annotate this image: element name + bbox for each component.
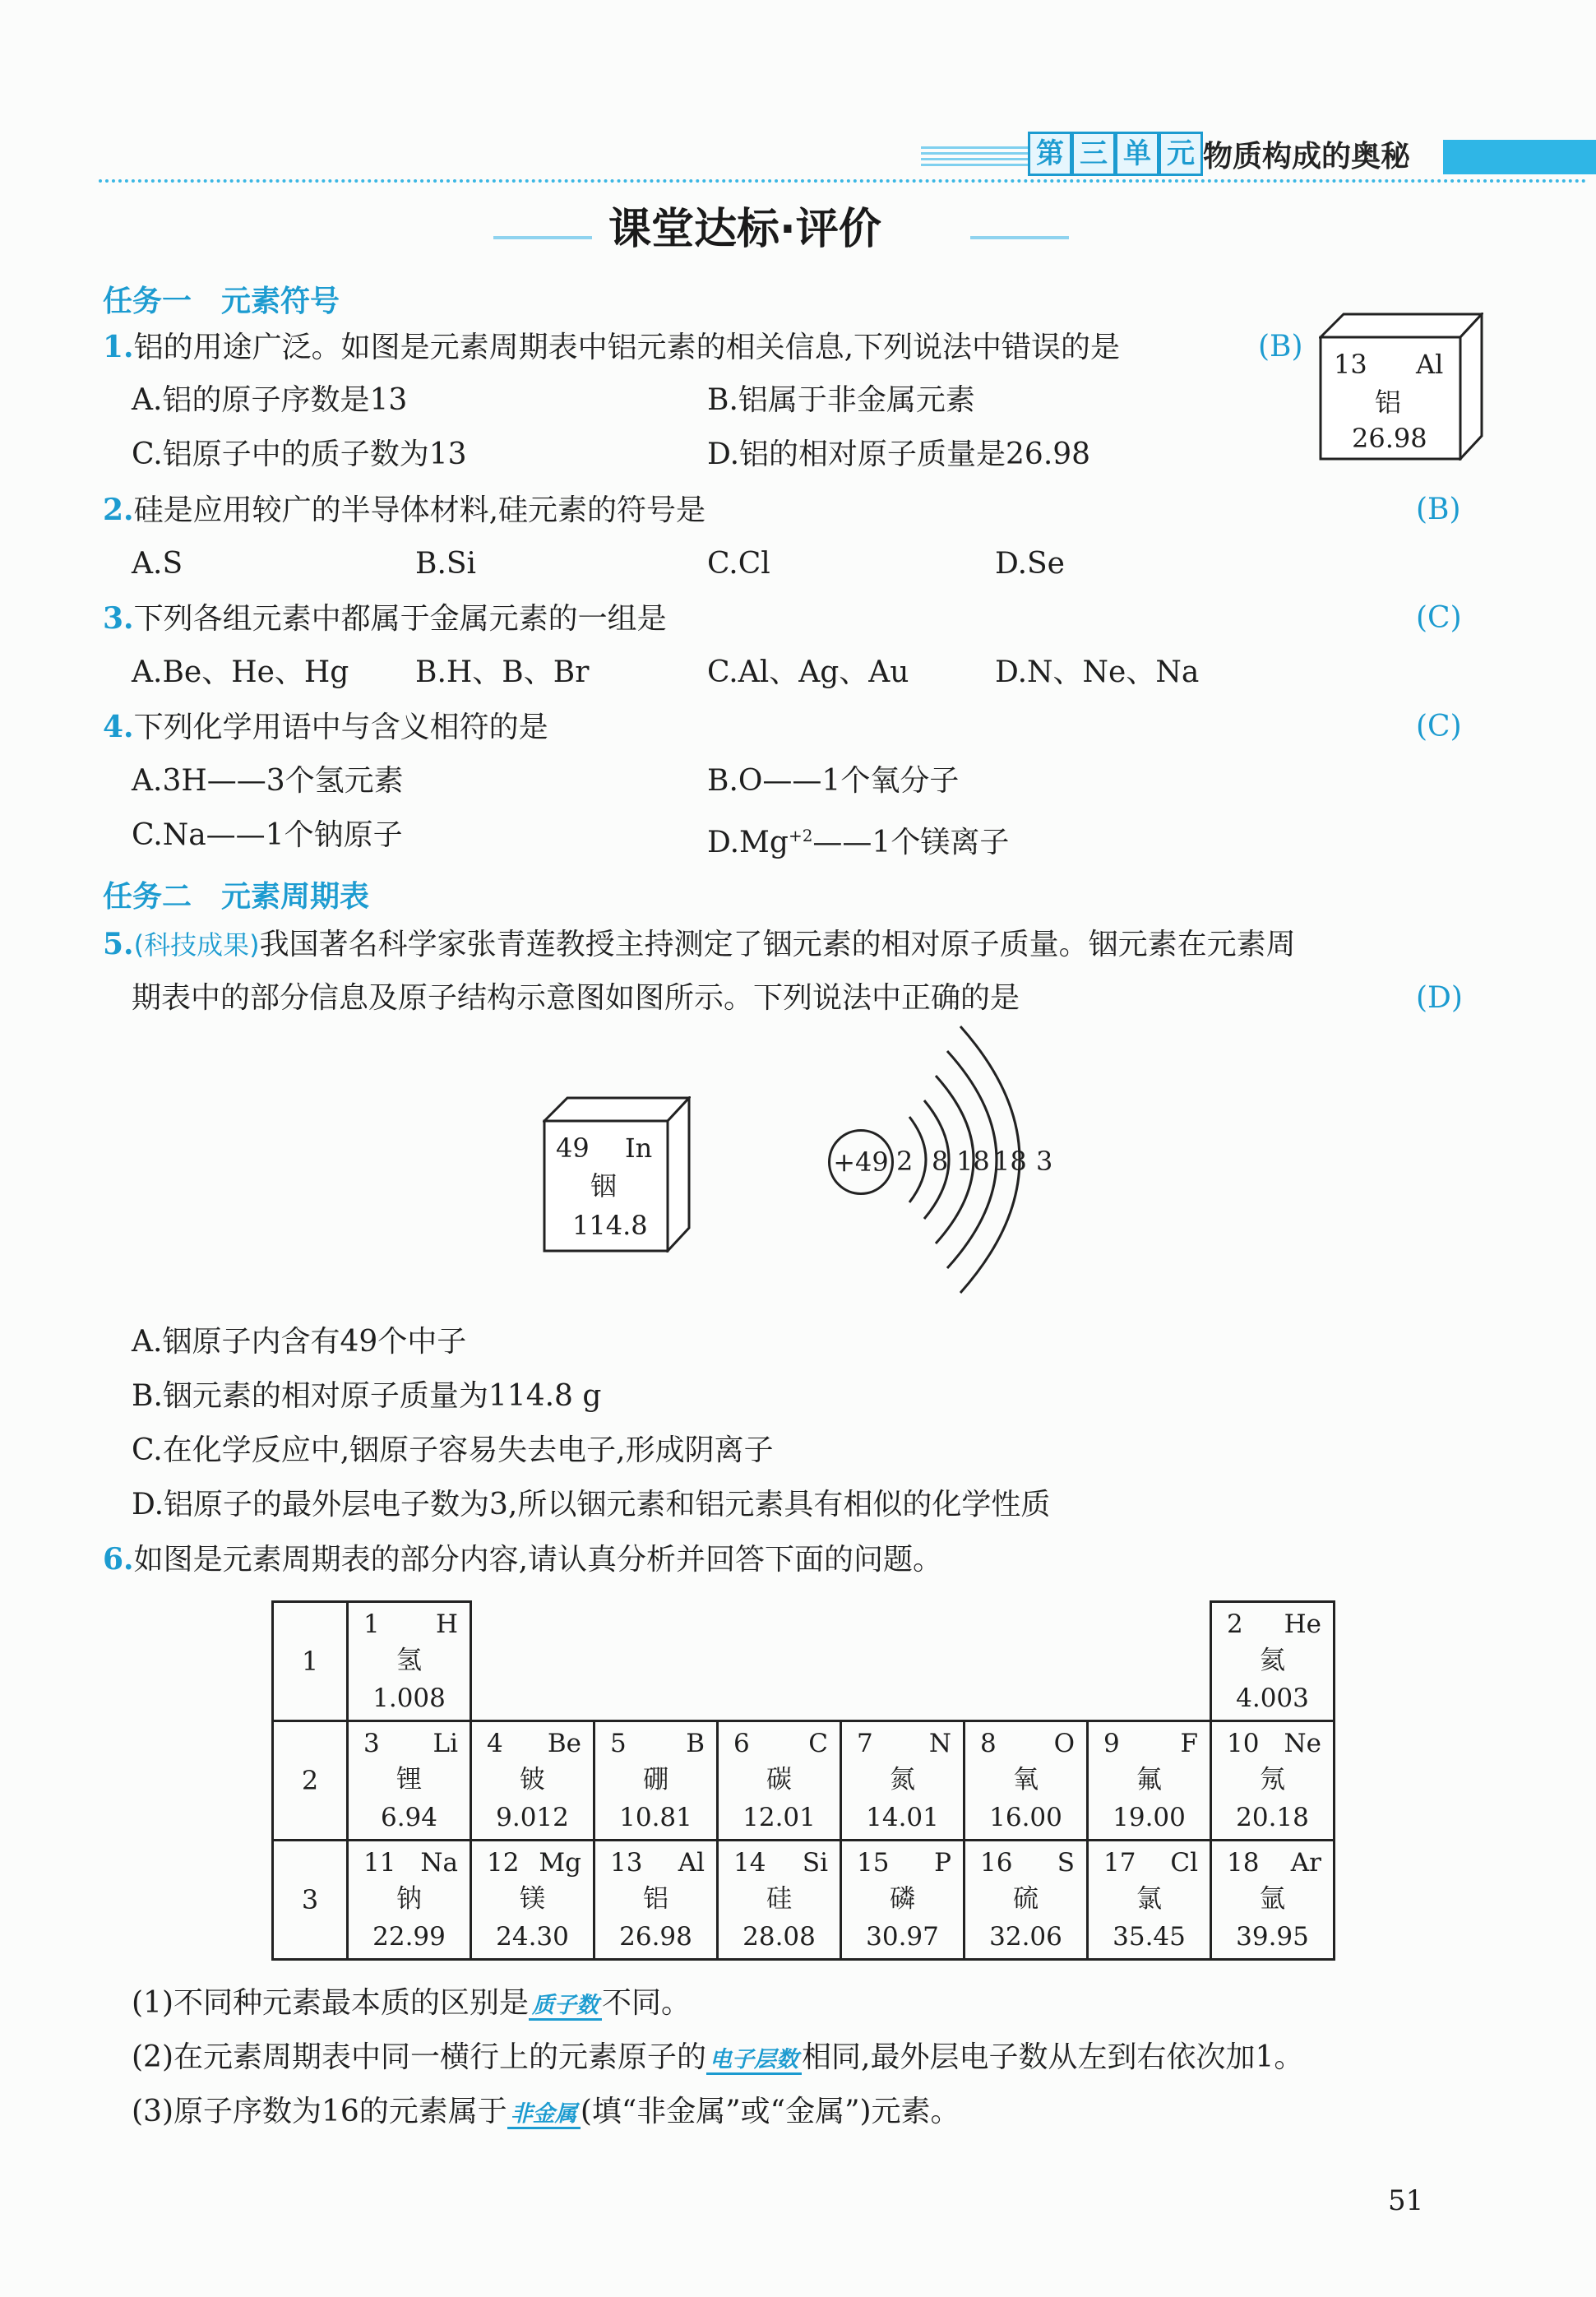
element-symbol: Mg (539, 1848, 581, 1878)
element-cell (348, 1602, 471, 1721)
element-name: 氩 (1260, 1884, 1285, 1914)
element-name: 硅 (766, 1884, 792, 1914)
element-name: 镁 (520, 1884, 545, 1914)
option: B.H、B、Br (415, 655, 590, 689)
question-number: 6. (103, 1542, 134, 1577)
element-name: 硫 (1013, 1884, 1039, 1914)
element-cell (1211, 1602, 1335, 1721)
element-symbol: B (686, 1729, 705, 1758)
title-ornament-left (493, 236, 592, 239)
element-name: 铟 (590, 1170, 618, 1202)
element-cell (348, 1721, 471, 1841)
atomic-mass: 6.94 (380, 1803, 438, 1832)
element-name: 磷 (890, 1884, 915, 1914)
sub-question-text: 不同。 (602, 1986, 692, 2020)
shell-electrons: 8 (932, 1146, 949, 1177)
option: A.3H——3个氢元素 (132, 764, 404, 798)
question-6 (103, 1543, 942, 1577)
header-bar (1443, 140, 1596, 174)
question-stem: 下列化学用语中与含义相符的是 (133, 711, 548, 744)
answer-fill: 非金属 (507, 2101, 581, 2129)
atomic-mass: 30.97 (866, 1922, 939, 1952)
shell-electrons: 3 (1036, 1146, 1053, 1177)
atomic-mass: 16.00 (989, 1803, 1062, 1832)
element-number: 13 (1334, 349, 1367, 380)
option: A.S (132, 547, 183, 581)
period-row (273, 1602, 1335, 1721)
atomic-mass: 20.18 (1236, 1803, 1309, 1832)
atomic-number: 1 (363, 1609, 380, 1639)
sub-question-text: (填“非金属”或“金属”)元素。 (580, 2095, 960, 2128)
question-1 (103, 331, 1120, 364)
element-cell (471, 1841, 594, 1960)
element-symbol: Li (433, 1729, 458, 1758)
atomic-mass: 1.008 (372, 1683, 446, 1713)
option: C.Cl (707, 547, 770, 581)
element-name: 氯 (1136, 1884, 1162, 1914)
atomic-mass: 12.01 (742, 1803, 816, 1832)
option: D.Se (995, 547, 1065, 581)
question-number: 5. (103, 927, 134, 961)
unit-char: 元 (1159, 132, 1203, 176)
answer-fill: 电子层数 (706, 2047, 802, 2075)
sub-question-3 (132, 2096, 960, 2131)
task-heading: 任务二 元素周期表 (103, 880, 370, 914)
atomic-mass: 14.01 (866, 1803, 939, 1832)
section-title: 课堂达标·评价 (608, 205, 881, 254)
period-label: 1 (273, 1602, 348, 1721)
element-symbol: Cl (1170, 1848, 1198, 1878)
shell-electrons: 2 (896, 1146, 914, 1177)
atomic-number: 7 (857, 1729, 873, 1758)
element-symbol: S (1057, 1848, 1075, 1878)
element-name: 碳 (766, 1765, 792, 1795)
atomic-number: 18 (1227, 1848, 1260, 1878)
sub-question-text: (3)原子序数为16的元素属于 (132, 2095, 507, 2128)
question-number: 3. (103, 601, 134, 636)
element-symbol: Ne (1284, 1729, 1321, 1758)
sub-question-text: (1)不同种元素最本质的区别是 (132, 1986, 529, 2020)
element-symbol: Be (547, 1729, 581, 1758)
element-symbol: N (928, 1729, 951, 1758)
atomic-mass: 9.012 (496, 1803, 569, 1832)
element-name: 锂 (396, 1765, 422, 1795)
page-number: 51 (1388, 2184, 1424, 2217)
atomic-number: 5 (610, 1729, 627, 1758)
question-5 (103, 928, 1296, 961)
question-2 (103, 493, 705, 527)
atomic-number: 6 (733, 1729, 750, 1758)
atomic-mass: 19.00 (1113, 1803, 1186, 1832)
question-stem: 我国著名科学家张青莲教授主持测定了铟元素的相对原子质量。铟元素在元素周 (259, 928, 1296, 961)
header-decoration (921, 146, 1028, 166)
element-symbol: Al (678, 1848, 705, 1878)
period-row (273, 1841, 1335, 1960)
period-label: 3 (273, 1841, 348, 1960)
question-number: 1. (103, 330, 134, 364)
answer: (C) (1416, 601, 1462, 635)
option: A.铝的原子序数是13 (132, 383, 408, 417)
question-stem-continued: 期表中的部分信息及原子结构示意图如图所示。下列说法中正确的是 (132, 981, 1020, 1015)
element-cell (965, 1841, 1088, 1960)
element-cell (348, 1841, 471, 1960)
question-3 (103, 602, 667, 636)
element-symbol: In (625, 1132, 653, 1164)
element-name: 铝 (1375, 387, 1402, 418)
element-cell (718, 1721, 841, 1841)
element-name: 铝 (643, 1884, 668, 1914)
atomic-number: 9 (1103, 1729, 1120, 1758)
element-symbol: Al (1416, 349, 1444, 380)
atomic-mass: 10.81 (619, 1803, 692, 1832)
option: B.Si (415, 547, 477, 581)
option: B.铟元素的相对原子质量为114.8 g (132, 1379, 602, 1413)
atomic-number: 3 (363, 1729, 380, 1758)
element-name: 氦 (1260, 1646, 1285, 1675)
period-label: 2 (273, 1721, 348, 1841)
question-stem: 铝的用途广泛。如图是元素周期表中铝元素的相关信息,下列说法中错误的是 (133, 331, 1121, 364)
option: C.Na——1个钠原子 (132, 818, 403, 852)
period-row (273, 1721, 1335, 1841)
answer: (B) (1416, 493, 1461, 526)
element-symbol: O (1053, 1729, 1075, 1758)
element-name: 氖 (1260, 1765, 1285, 1795)
nucleus: +49 (828, 1129, 894, 1195)
atomic-mass: 32.06 (989, 1922, 1062, 1952)
unit-char: 单 (1115, 132, 1159, 176)
atomic-number: 14 (733, 1848, 766, 1878)
element-symbol: Na (420, 1848, 458, 1878)
element-symbol: Si (802, 1848, 828, 1878)
atomic-mass: 28.08 (742, 1922, 816, 1952)
answer-fill: 质子数 (529, 1993, 602, 2021)
atomic-mass: 35.45 (1113, 1922, 1186, 1952)
question-stem: 如图是元素周期表的部分内容,请认真分析并回答下面的问题。 (133, 1543, 943, 1577)
element-cell (841, 1841, 965, 1960)
element-symbol: Ar (1290, 1848, 1321, 1878)
sub-question-text: 相同,最外层电子数从左到右依次加1。 (802, 2040, 1304, 2074)
element-symbol: C (808, 1729, 828, 1758)
atomic-number: 16 (980, 1848, 1013, 1878)
element-name: 氟 (1136, 1765, 1162, 1795)
element-number: 49 (556, 1132, 590, 1164)
option: B.O——1个氧分子 (707, 764, 960, 798)
unit-char: 三 (1071, 132, 1116, 176)
atomic-number: 12 (487, 1848, 520, 1878)
element-mass: 26.98 (1352, 423, 1427, 454)
unit-title: 物质构成的奥秘 (1203, 140, 1411, 174)
option: B.铝属于非金属元素 (707, 383, 975, 417)
atomic-mass: 39.95 (1236, 1922, 1309, 1952)
option: D.N、Ne、Na (995, 655, 1200, 689)
atomic-mass: 26.98 (619, 1922, 692, 1952)
question-number: 2. (103, 493, 134, 527)
atomic-number: 10 (1227, 1729, 1260, 1758)
option: A.铟原子内含有49个中子 (132, 1325, 467, 1359)
answer: (D) (1416, 981, 1463, 1015)
atomic-number: 15 (857, 1848, 890, 1878)
option (707, 819, 1009, 859)
question-number: 4. (103, 710, 134, 744)
element-symbol: H (435, 1609, 458, 1639)
element-name: 氢 (396, 1646, 422, 1675)
atomic-number: 17 (1103, 1848, 1136, 1878)
shell-electrons: 18 (956, 1146, 990, 1177)
element-cell (1088, 1841, 1211, 1960)
question-stem: 硅是应用较广的半导体材料,硅元素的符号是 (133, 493, 706, 527)
element-symbol: F (1180, 1729, 1198, 1758)
option-prefix: D.Mg (707, 826, 789, 859)
header-divider (99, 179, 1587, 183)
unit-char: 第 (1028, 132, 1072, 176)
element-name: 氧 (1013, 1765, 1039, 1795)
option: A.Be、He、Hg (132, 655, 349, 689)
sub-question-1 (132, 1987, 691, 2022)
atomic-mass: 22.99 (372, 1922, 446, 1952)
element-cell (841, 1721, 965, 1841)
question-4 (103, 711, 548, 744)
atomic-mass: 4.003 (1236, 1683, 1309, 1713)
element-cell (1211, 1721, 1335, 1841)
element-name: 铍 (520, 1765, 545, 1795)
element-symbol: P (934, 1848, 951, 1878)
title-ornament-right (970, 236, 1069, 239)
option-suffix: ——1个镁离子 (812, 826, 1010, 859)
element-name: 硼 (643, 1765, 668, 1795)
sub-question-text: (2)在元素周期表中同一横行上的元素原子的 (132, 2040, 706, 2074)
question-stem: 下列各组元素中都属于金属元素的一组是 (133, 602, 667, 636)
element-name: 钠 (396, 1884, 422, 1914)
empty-cell (471, 1602, 1211, 1721)
atomic-number: 8 (980, 1729, 997, 1758)
element-symbol: He (1284, 1609, 1321, 1639)
option: C.Al、Ag、Au (707, 655, 909, 689)
element-cell (594, 1841, 718, 1960)
element-cell (965, 1721, 1088, 1841)
element-cell (471, 1721, 594, 1841)
option: D.铝原子的最外层电子数为3,所以铟元素和铝元素具有相似的化学性质 (132, 1488, 1051, 1521)
question-tag: (科技成果) (133, 929, 260, 961)
element-cell (718, 1841, 841, 1960)
atomic-number: 11 (363, 1848, 396, 1878)
atomic-number: 2 (1227, 1609, 1243, 1639)
answer: (B) (1258, 330, 1303, 364)
atomic-number: 4 (487, 1729, 503, 1758)
option: C.铝原子中的质子数为13 (132, 438, 467, 471)
task-heading: 任务一 元素符号 (103, 285, 340, 318)
periodic-table (271, 1600, 1335, 1961)
atomic-number: 13 (610, 1848, 643, 1878)
element-name: 氮 (890, 1765, 915, 1795)
shell-electrons: 18 (993, 1146, 1027, 1177)
element-cell (1088, 1721, 1211, 1841)
option: C.在化学反应中,铟原子容易失去电子,形成阴离子 (132, 1433, 774, 1467)
charge-superscript: +2 (788, 826, 813, 845)
atomic-mass: 24.30 (496, 1922, 569, 1952)
element-mass: 114.8 (572, 1210, 648, 1241)
element-cell (1211, 1841, 1335, 1960)
option: D.铝的相对原子质量是26.98 (707, 438, 1091, 471)
sub-question-2 (132, 2041, 1303, 2077)
answer: (C) (1416, 710, 1462, 743)
element-cell (594, 1721, 718, 1841)
